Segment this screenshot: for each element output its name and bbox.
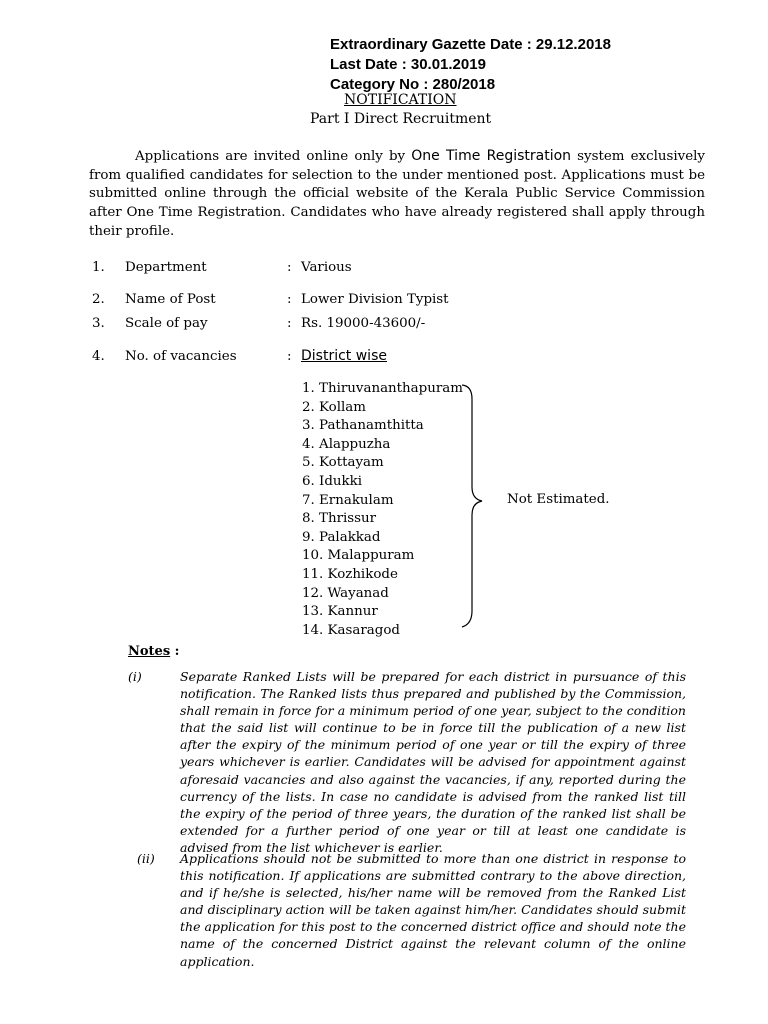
intro-paragraph — [89, 147, 705, 242]
intro-highlight: One Time Registration — [411, 148, 572, 164]
part-heading: Part I Direct Recruitment — [310, 111, 492, 127]
district-item: 12. Wayanad — [302, 585, 389, 601]
district-item: 1. Thiruvananthapuram — [302, 381, 463, 396]
detail-colon: : — [287, 292, 292, 307]
detail-value: Rs. 19000-43600/- — [301, 316, 426, 331]
district-item: 11. Kozhikode — [302, 566, 398, 582]
district-item: 6. Idukki — [302, 473, 363, 489]
district-item: 9. Palakkad — [302, 529, 381, 545]
detail-label: Name of Post — [125, 292, 216, 307]
notes-heading — [128, 644, 179, 659]
note-text: Separate Ranked Lists will be prepared for each district in pursuance of this notification. The Ranked lists thus prepared and published by the Commission, shall remain in force for a minimum period of one year, subject to the condition that the said list will continue to be in force till the publication of a new list after the expiry of the minimum period of one year or till the expiry of three years whichever is earlier. Candidates will be advised for appointment against aforesaid vacancies and also against the vacancies, if any, reported during the currency of the lists. In case no candidate is advised from the ranked list till the expiry of the period of three years, the duration of the ranked list shall be extended for a further period of one year or till at least one candidate is advised from the list whichever is earlier. — [180, 669, 686, 855]
detail-label: Department — [125, 260, 207, 275]
notes-heading-text: Notes — [128, 644, 171, 659]
district-item: 2. Kollam — [302, 399, 366, 415]
notes-heading-suffix: : — [170, 644, 180, 659]
district-item: 5. Kottayam — [302, 455, 384, 471]
district-item: 13. Kannur — [302, 604, 378, 620]
detail-colon: : — [287, 316, 292, 331]
detail-number: 2. — [92, 292, 105, 307]
district-list — [302, 380, 463, 640]
district-item: 10. Malappuram — [302, 548, 415, 564]
detail-number: 1. — [92, 260, 105, 275]
detail-label: Scale of pay — [125, 316, 208, 331]
category-number: Category No : 280/2018 — [330, 76, 496, 93]
district-item: 8. Thrissur — [302, 511, 377, 527]
detail-value: Various — [301, 260, 352, 275]
detail-value: Lower Division Typist — [301, 292, 449, 307]
detail-label: No. of vacancies — [125, 349, 237, 364]
gazette-date: Extraordinary Gazette Date : 29.12.2018 — [330, 36, 611, 53]
note-marker: (ii) — [137, 851, 155, 866]
district-item: 4. Alappuzha — [302, 436, 391, 452]
district-item: 3. Pathanamthitta — [302, 418, 424, 434]
note-marker: (i) — [128, 669, 142, 684]
note-text: Applications should not be submitted to more than one district in response to this notification. If applications are submitted contrary to the above direction, and if he/she is selected, his/her name will be removed from the Ranked List and disciplinary action will be taken against him/her. Candidates should submit the application for this post to the concerned district office and should note the name of the concerned District against the relevant column of the online application. — [180, 851, 686, 969]
vacancy-status: Not Estimated. — [507, 492, 610, 507]
detail-colon: : — [287, 260, 292, 275]
intro-after: system exclusively from qualified candidates for selection to the under mentioned post. Applications must be submitted online through the official website of the Kerala Public Service Commission after One Time Registration. Candidates who have already registered shall apply through their profile. — [89, 149, 705, 239]
right-brace-icon — [458, 383, 488, 631]
detail-number: 4. — [92, 349, 105, 364]
detail-colon: : — [287, 349, 292, 364]
intro-before: Applications are invited online only by — [135, 149, 412, 164]
district-item: 7. Ernakulam — [302, 492, 394, 508]
detail-value: District wise — [301, 348, 387, 364]
notification-heading: NOTIFICATION — [344, 92, 457, 108]
detail-number: 3. — [92, 316, 105, 331]
district-item: 14. Kasaragod — [302, 622, 400, 638]
last-date: Last Date : 30.01.2019 — [330, 56, 486, 73]
